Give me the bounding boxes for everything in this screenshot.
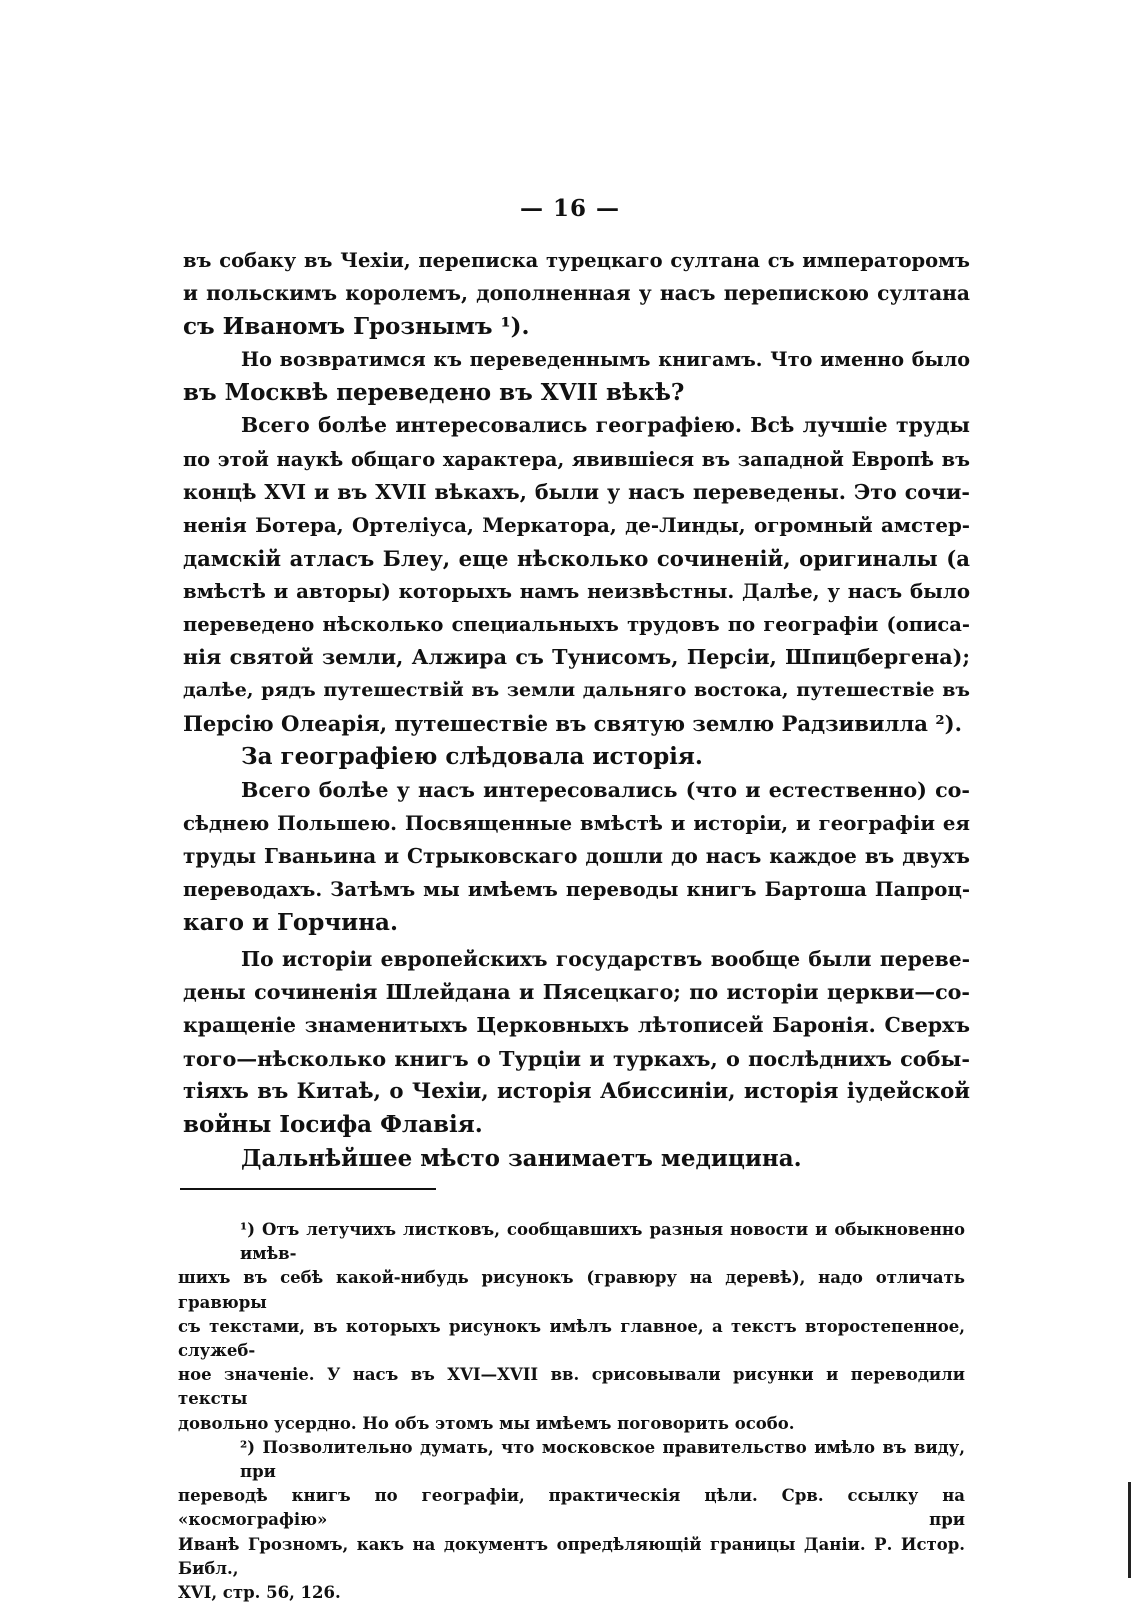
text-line: и польскимъ королемъ, дополненная у насъ перепискою султана [183,281,970,306]
footnote-line: ное значенiе. У насъ въ XVI—XVII вв. срисовывали рисунки и переводили тексты [178,1365,965,1409]
text-line: тiяхъ въ Китаѣ, о Чехiи, исторiя Абиссинiи, исторiя iудейской [183,1079,970,1105]
text-line: съ Иваномъ Грознымъ ¹). [183,313,530,341]
text-line: каго и Горчина. [183,908,398,936]
text-line: Дальнѣйшее мѣсто занимаетъ медицина. [241,1144,802,1172]
text-line: Всего болѣе интересовались географiею. Всѣ лучшiе труды [241,413,970,438]
text-line: въ собаку въ Чехiи, переписка турецкаго султана съ императоромъ [183,249,970,272]
text-line: дены сочиненiя Шлейдана и Пясецкаго; по исторiи церкви—со- [183,980,970,1005]
text-line: того—нѣсколько книгъ о Турцiи и туркахъ, о послѣднихъ собы- [183,1046,970,1072]
text-line: Персiю Олеарiя, путешествiе въ святую землю Радзивилла ²). [183,711,962,737]
footnote-line: переводѣ книгъ по географiи, практическiя цѣли. Срв. ссылку на «космографiю» при [178,1486,965,1530]
text-line: концѣ XVI и въ XVII вѣкахъ, были у насъ переведены. Это сочи- [183,479,970,504]
text-line: далѣе, рядъ путешествiй въ земли дальняго востока, путешествiе въ [183,679,970,702]
text-line: вмѣстѣ и авторы) которыхъ намъ неизвѣстны. Далѣе, у насъ было [183,578,970,603]
text-line: За географiею слѣдовала исторiя. [241,743,703,771]
footnotes [178,1218,965,1605]
text-line: Но возвратимся къ переведеннымъ книгамъ. Что именно было [241,348,970,372]
footnote-line: шихъ въ себѣ какой-нибудь рисунокъ (гравюру на деревѣ), надо отличать гравюры [178,1268,965,1312]
text-line: по этой наукѣ общаго характера, явившiеся въ западной Европѣ въ [183,447,970,471]
body-text [183,244,970,1175]
text-line: въ Москвѣ переведено въ XVII вѣкѣ? [183,379,685,407]
text-line: сѣднею Польшею. Посвященные вмѣстѣ и исторiи, и географiи ея [183,810,970,835]
footnote-line: ¹) Отъ летучихъ листковъ, сообщавшихъ разныя новости и обыкновенно имѣв- [240,1220,965,1264]
footnote-line: довольно усердно. Но объ этомъ мы имѣемъ поговорить особо. [178,1413,795,1433]
text-line: переведено нѣсколько специальныхъ трудовъ по географiи (описа- [183,613,970,637]
text-line: ненiя Ботера, Ортелiуса, Меркатора, де-Линды, огромный амстер- [183,512,970,537]
footnote-line: съ текстами, въ которыхъ рисунокъ имѣлъ главное, а текстъ второстепенное, служеб- [178,1316,965,1361]
text-line: По исторiи европейскихъ государствъ вообще были переве- [241,946,970,971]
text-line: дамскiй атласъ Блеу, еще нѣсколько сочиненiй, оригиналы (а [183,545,970,571]
footnote-line: Иванѣ Грозномъ, какъ на документъ опредѣляющiй границы Данiи. Р. Истор. Библ., [178,1534,965,1578]
text-line: войны Iосифа Флавiя. [183,1111,483,1139]
footnote-line: ²) Позволительно думать, что московское правительство имѣло въ виду, при [240,1437,965,1482]
footnote-divider [180,1188,436,1190]
scan-edge-mark [1128,1482,1131,1578]
text-line: Всего болѣе у насъ интересовались (что и естественно) со- [241,777,970,802]
page-number: — 16 — [519,195,621,222]
footnote-line: XVI, стр. 56, 126. [178,1583,341,1603]
text-line: нiя святой земли, Алжира съ Тунисомъ, Персiи, Шпицбергена); [183,645,970,670]
text-line: труды Гваньина и Стрыковскаго дошли до насъ каждое въ двухъ [183,843,970,868]
text-line: кращенiе знаменитыхъ Церковныхъ лѣтописей Баронiя. Сверхъ [183,1013,970,1038]
text-line: переводахъ. Затѣмъ мы имѣемъ переводы книгъ Бартоша Папроц- [183,877,970,901]
